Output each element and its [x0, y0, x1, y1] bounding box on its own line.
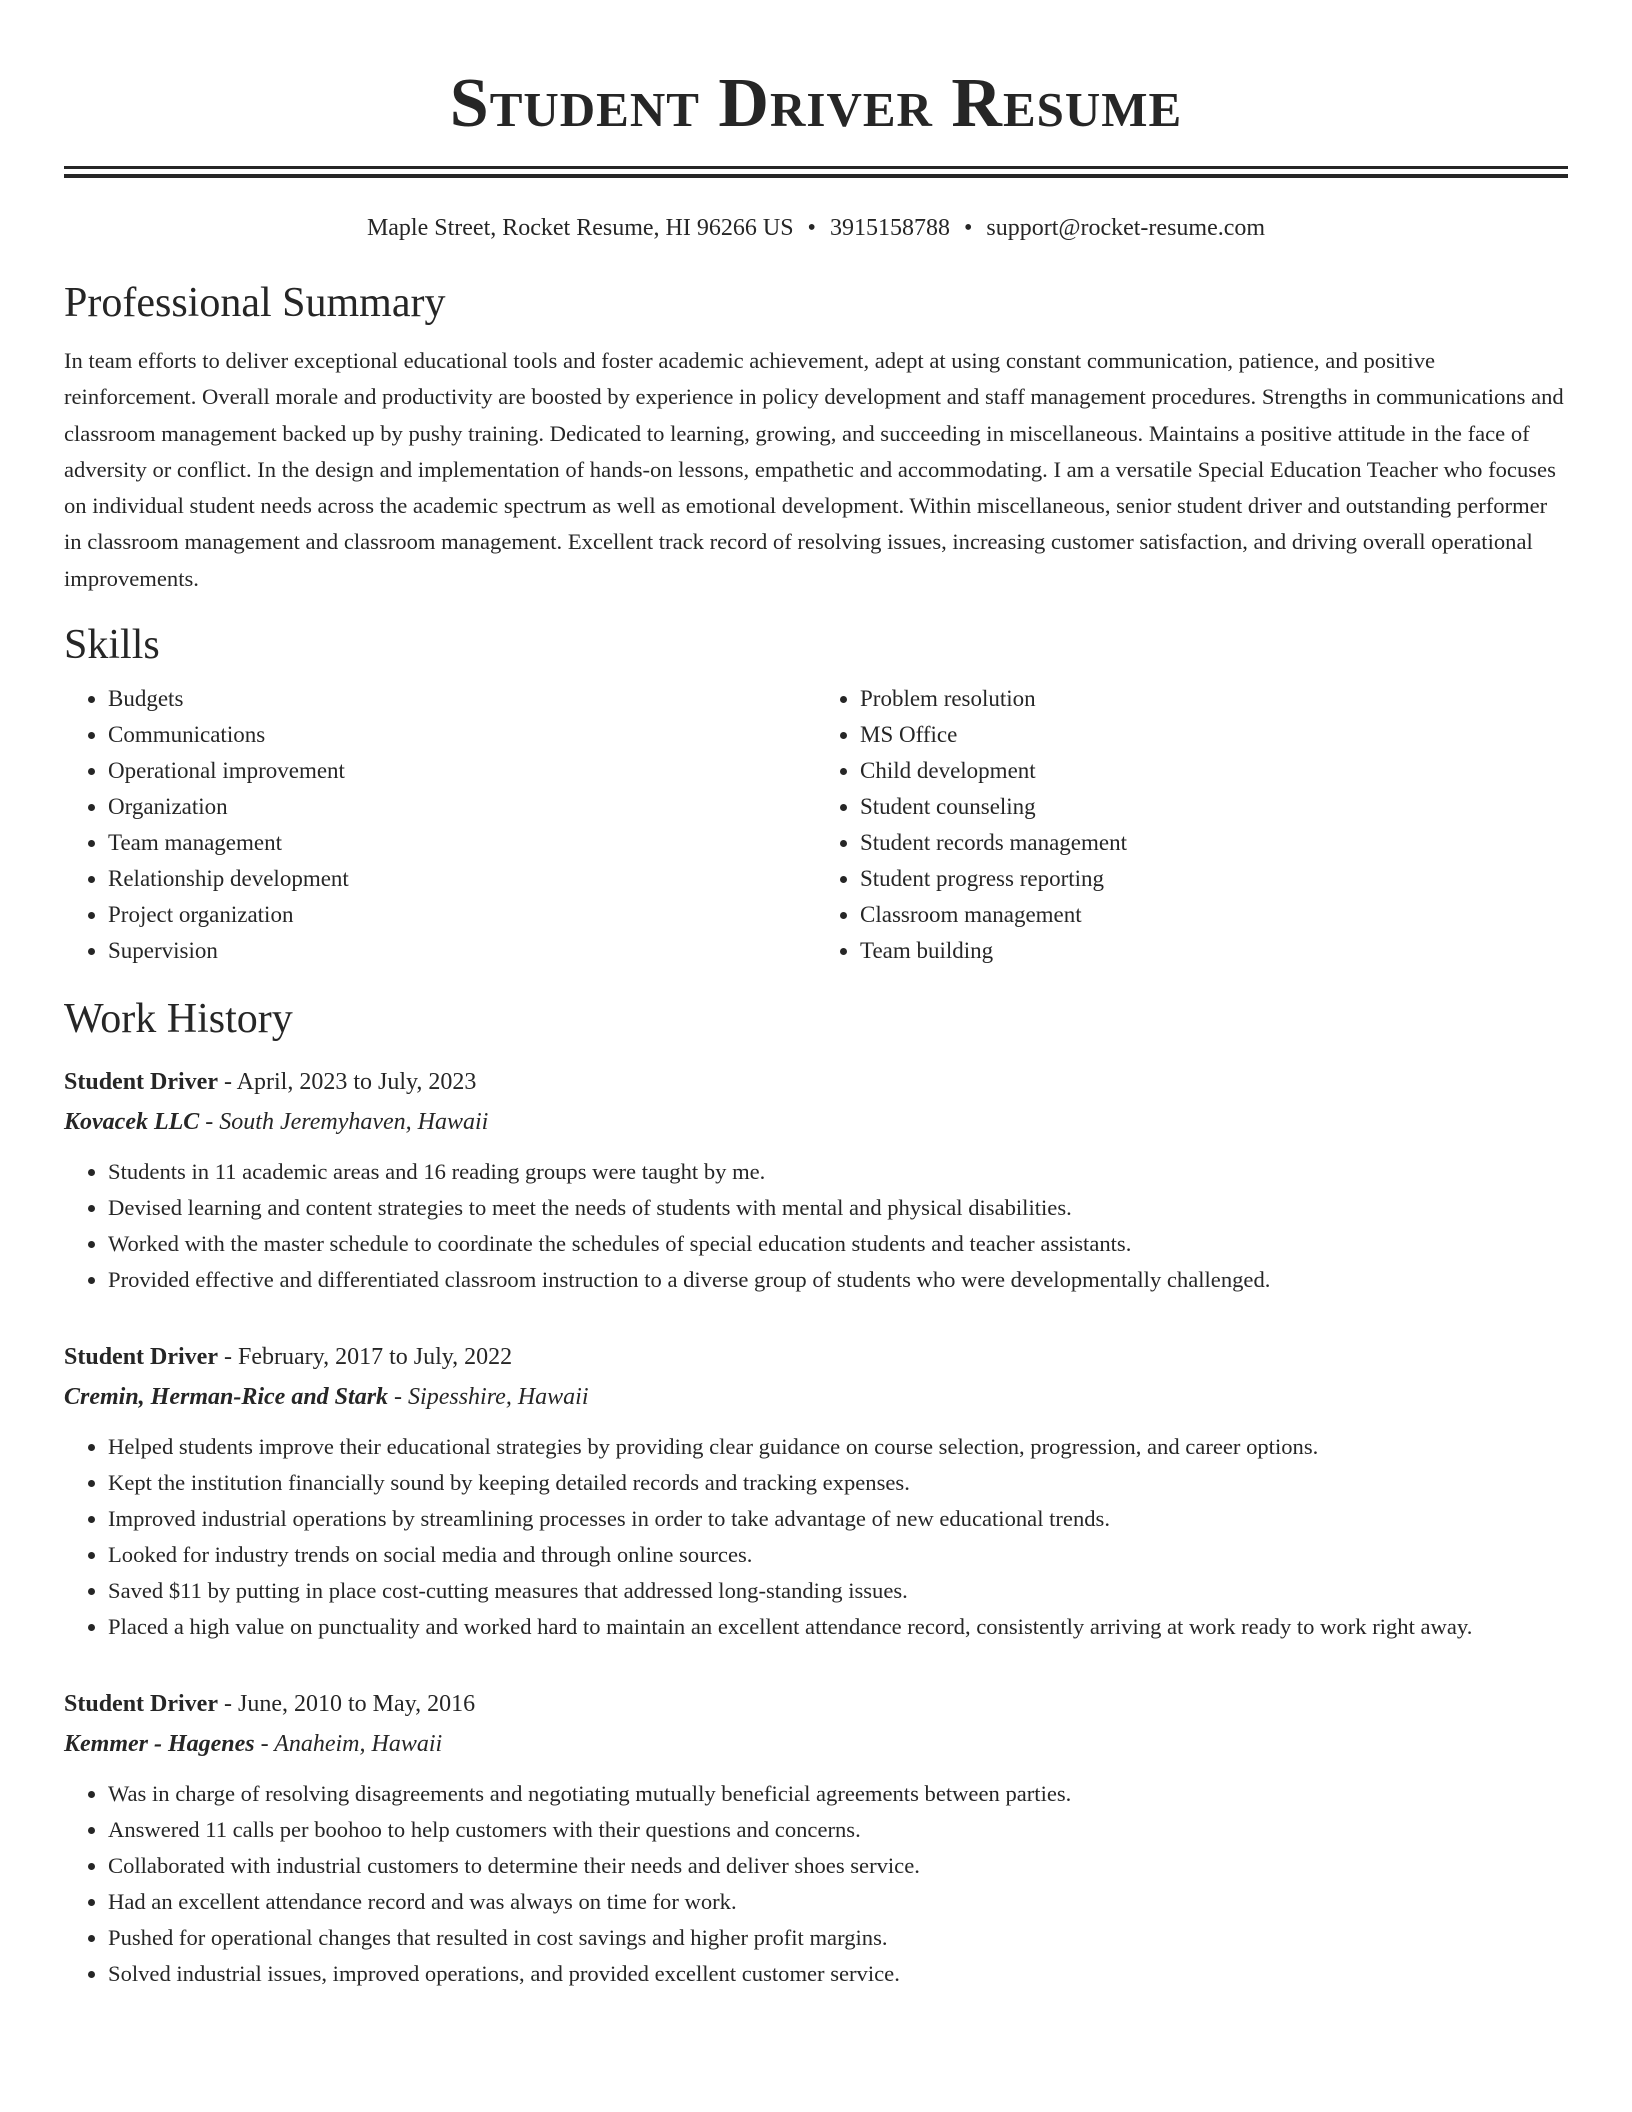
skill-item: • Student progress reporting — [860, 861, 1568, 897]
skill-item: • Problem resolution — [860, 681, 1568, 717]
summary-text: In team efforts to deliver exceptional educational tools and foster academic achievement, adept at using constant communication, patience, and positive reinforcement. Overall morale and productivity are boosted by experience in policy development and staff management procedures. Strengths in communications and classroom management backed up by pushy training. Dedicated to learning, growing, and succeeding in miscellaneous. Maintains a positive attitude in the face of adversity or conflict. In the design and implementation of hands-on lessons, empathetic and accommodating. I am a versatile Special Education Teacher who focuses on individual student needs across the academic spectrum as well as emotional development. Within miscellaneous, senior student driver and outstanding performer in classroom management and classroom management. Excellent track record of resolving issues, increasing customer satisfaction, and driving overall operational improvements. — [64, 348, 1564, 591]
skills-columns — [64, 681, 1568, 969]
job-bullet: • Worked with the master schedule to coordinate the schedules of special education students and teacher assistants. — [108, 1226, 1568, 1262]
job-dash: - — [217, 1691, 238, 1718]
title-divider-thick — [64, 174, 1568, 178]
skill-item: • Student counseling — [860, 789, 1568, 825]
job-dates: April, 2023 to July, 2023 — [236, 1069, 477, 1096]
skill-item: • MS Office — [860, 717, 1568, 753]
job-bullet: • Helped students improve their educational strategies by providing clear guidance on course selection, progression, and career options. — [108, 1429, 1568, 1465]
skill-item: • Team management — [108, 825, 816, 861]
skill-item: • Child development — [860, 753, 1568, 789]
skills-list-left — [64, 681, 816, 969]
title-divider-thin — [64, 166, 1568, 169]
contact-line — [64, 212, 1568, 244]
job-title: Student Driver — [64, 1691, 218, 1718]
job-bullets — [64, 1776, 1568, 1992]
job-bullet: • Was in charge of resolving disagreements and negotiating mutually beneficial agreements between parties. — [108, 1776, 1568, 1812]
job-dash: - — [217, 1069, 237, 1096]
job-bullet: • Answered 11 calls per boohoo to help customers with their questions and concerns. — [108, 1812, 1568, 1848]
contact-separator: • — [963, 215, 973, 241]
work-history-list — [64, 1063, 1568, 1992]
job-title: Student Driver — [64, 1069, 218, 1096]
contact-separator: • — [807, 215, 816, 241]
job-location: Anaheim, Hawaii — [274, 1731, 443, 1758]
job-bullet: • Saved $11 by putting in place cost-cutting measures that addressed long-standing issues. — [108, 1573, 1568, 1609]
skill-item: • Classroom management — [860, 897, 1568, 933]
job-entry — [64, 1063, 1568, 1298]
skills-list-right — [816, 681, 1568, 969]
job-title-line — [64, 1338, 1568, 1376]
skill-item: • Team building — [860, 933, 1568, 969]
contact-address: Maple Street, Rocket Resume, HI 96266 US — [366, 215, 794, 241]
job-bullet: • Placed a high value on punctuality and worked hard to maintain an excellent attendance record, consistently arriving at work ready to work right away. — [108, 1609, 1568, 1645]
job-bullet: • Devised learning and content strategies to meet the needs of students with mental and physical disabilities. — [108, 1190, 1568, 1226]
job-title-line — [64, 1685, 1568, 1723]
resume-title: Student Driver Resume — [449, 65, 1183, 142]
job-company-line — [64, 1725, 1568, 1763]
job-bullet: • Had an excellent attendance record and was always on time for work. — [108, 1884, 1568, 1920]
work-history-heading: Work History — [64, 996, 293, 1043]
skill-item: • Budgets — [108, 681, 816, 717]
skill-item: • Relationship development — [108, 861, 816, 897]
skill-item: • Operational improvement — [108, 753, 816, 789]
skill-item: • Student records management — [860, 825, 1568, 861]
contact-phone: 3915158788 — [829, 215, 950, 241]
skill-item: • Organization — [108, 789, 816, 825]
job-entry — [64, 1338, 1568, 1645]
job-company-line — [64, 1103, 1568, 1141]
job-bullet: • Pushed for operational changes that resulted in cost savings and higher profit margins. — [108, 1920, 1568, 1956]
job-bullet: • Kept the institution financially sound by keeping detailed records and tracking expenses. — [108, 1465, 1568, 1501]
job-location: South Jeremyhaven, Hawaii — [219, 1109, 489, 1136]
job-dates: February, 2017 to July, 2022 — [237, 1344, 513, 1371]
job-location: Sipesshire, Hawaii — [408, 1384, 589, 1411]
job-company: Cremin, Herman-Rice and Stark — [64, 1384, 389, 1411]
job-dash: - — [199, 1109, 220, 1136]
job-bullet: • Provided effective and differentiated classroom instruction to a diverse group of students who were developmentally challenged. — [108, 1262, 1568, 1298]
job-title-line — [64, 1063, 1568, 1101]
summary-heading: Professional Summary — [64, 280, 446, 326]
skill-item: • Supervision — [108, 933, 816, 969]
job-entry — [64, 1685, 1568, 1992]
job-dash: - — [217, 1344, 238, 1371]
job-bullet: • Improved industrial operations by streamlining processes in order to take advantage of new educational trends. — [108, 1501, 1568, 1537]
job-dates: June, 2010 to May, 2016 — [237, 1691, 476, 1718]
job-company-line — [64, 1378, 1568, 1416]
contact-email: support@rocket-resume.com — [986, 215, 1266, 241]
job-bullet: • Solved industrial issues, improved operations, and provided excellent customer service. — [108, 1956, 1568, 1992]
job-company: Kovacek LLC — [64, 1109, 200, 1136]
job-dash: - — [254, 1731, 275, 1758]
job-bullet: • Students in 11 academic areas and 16 reading groups were taught by me. — [108, 1154, 1568, 1190]
skill-item: • Communications — [108, 717, 816, 753]
skills-heading: Skills — [64, 622, 160, 669]
job-company: Kemmer - Hagenes — [64, 1731, 255, 1758]
job-bullets — [64, 1154, 1568, 1298]
job-title: Student Driver — [64, 1344, 218, 1371]
skill-item: • Project organization — [108, 897, 816, 933]
job-bullets — [64, 1429, 1568, 1645]
job-dash: - — [388, 1384, 409, 1411]
job-bullet: • Collaborated with industrial customers to determine their needs and deliver shoes service. — [108, 1848, 1568, 1884]
job-bullet: • Looked for industry trends on social media and through online sources. — [108, 1537, 1568, 1573]
resume-page — [64, 0, 1568, 1992]
